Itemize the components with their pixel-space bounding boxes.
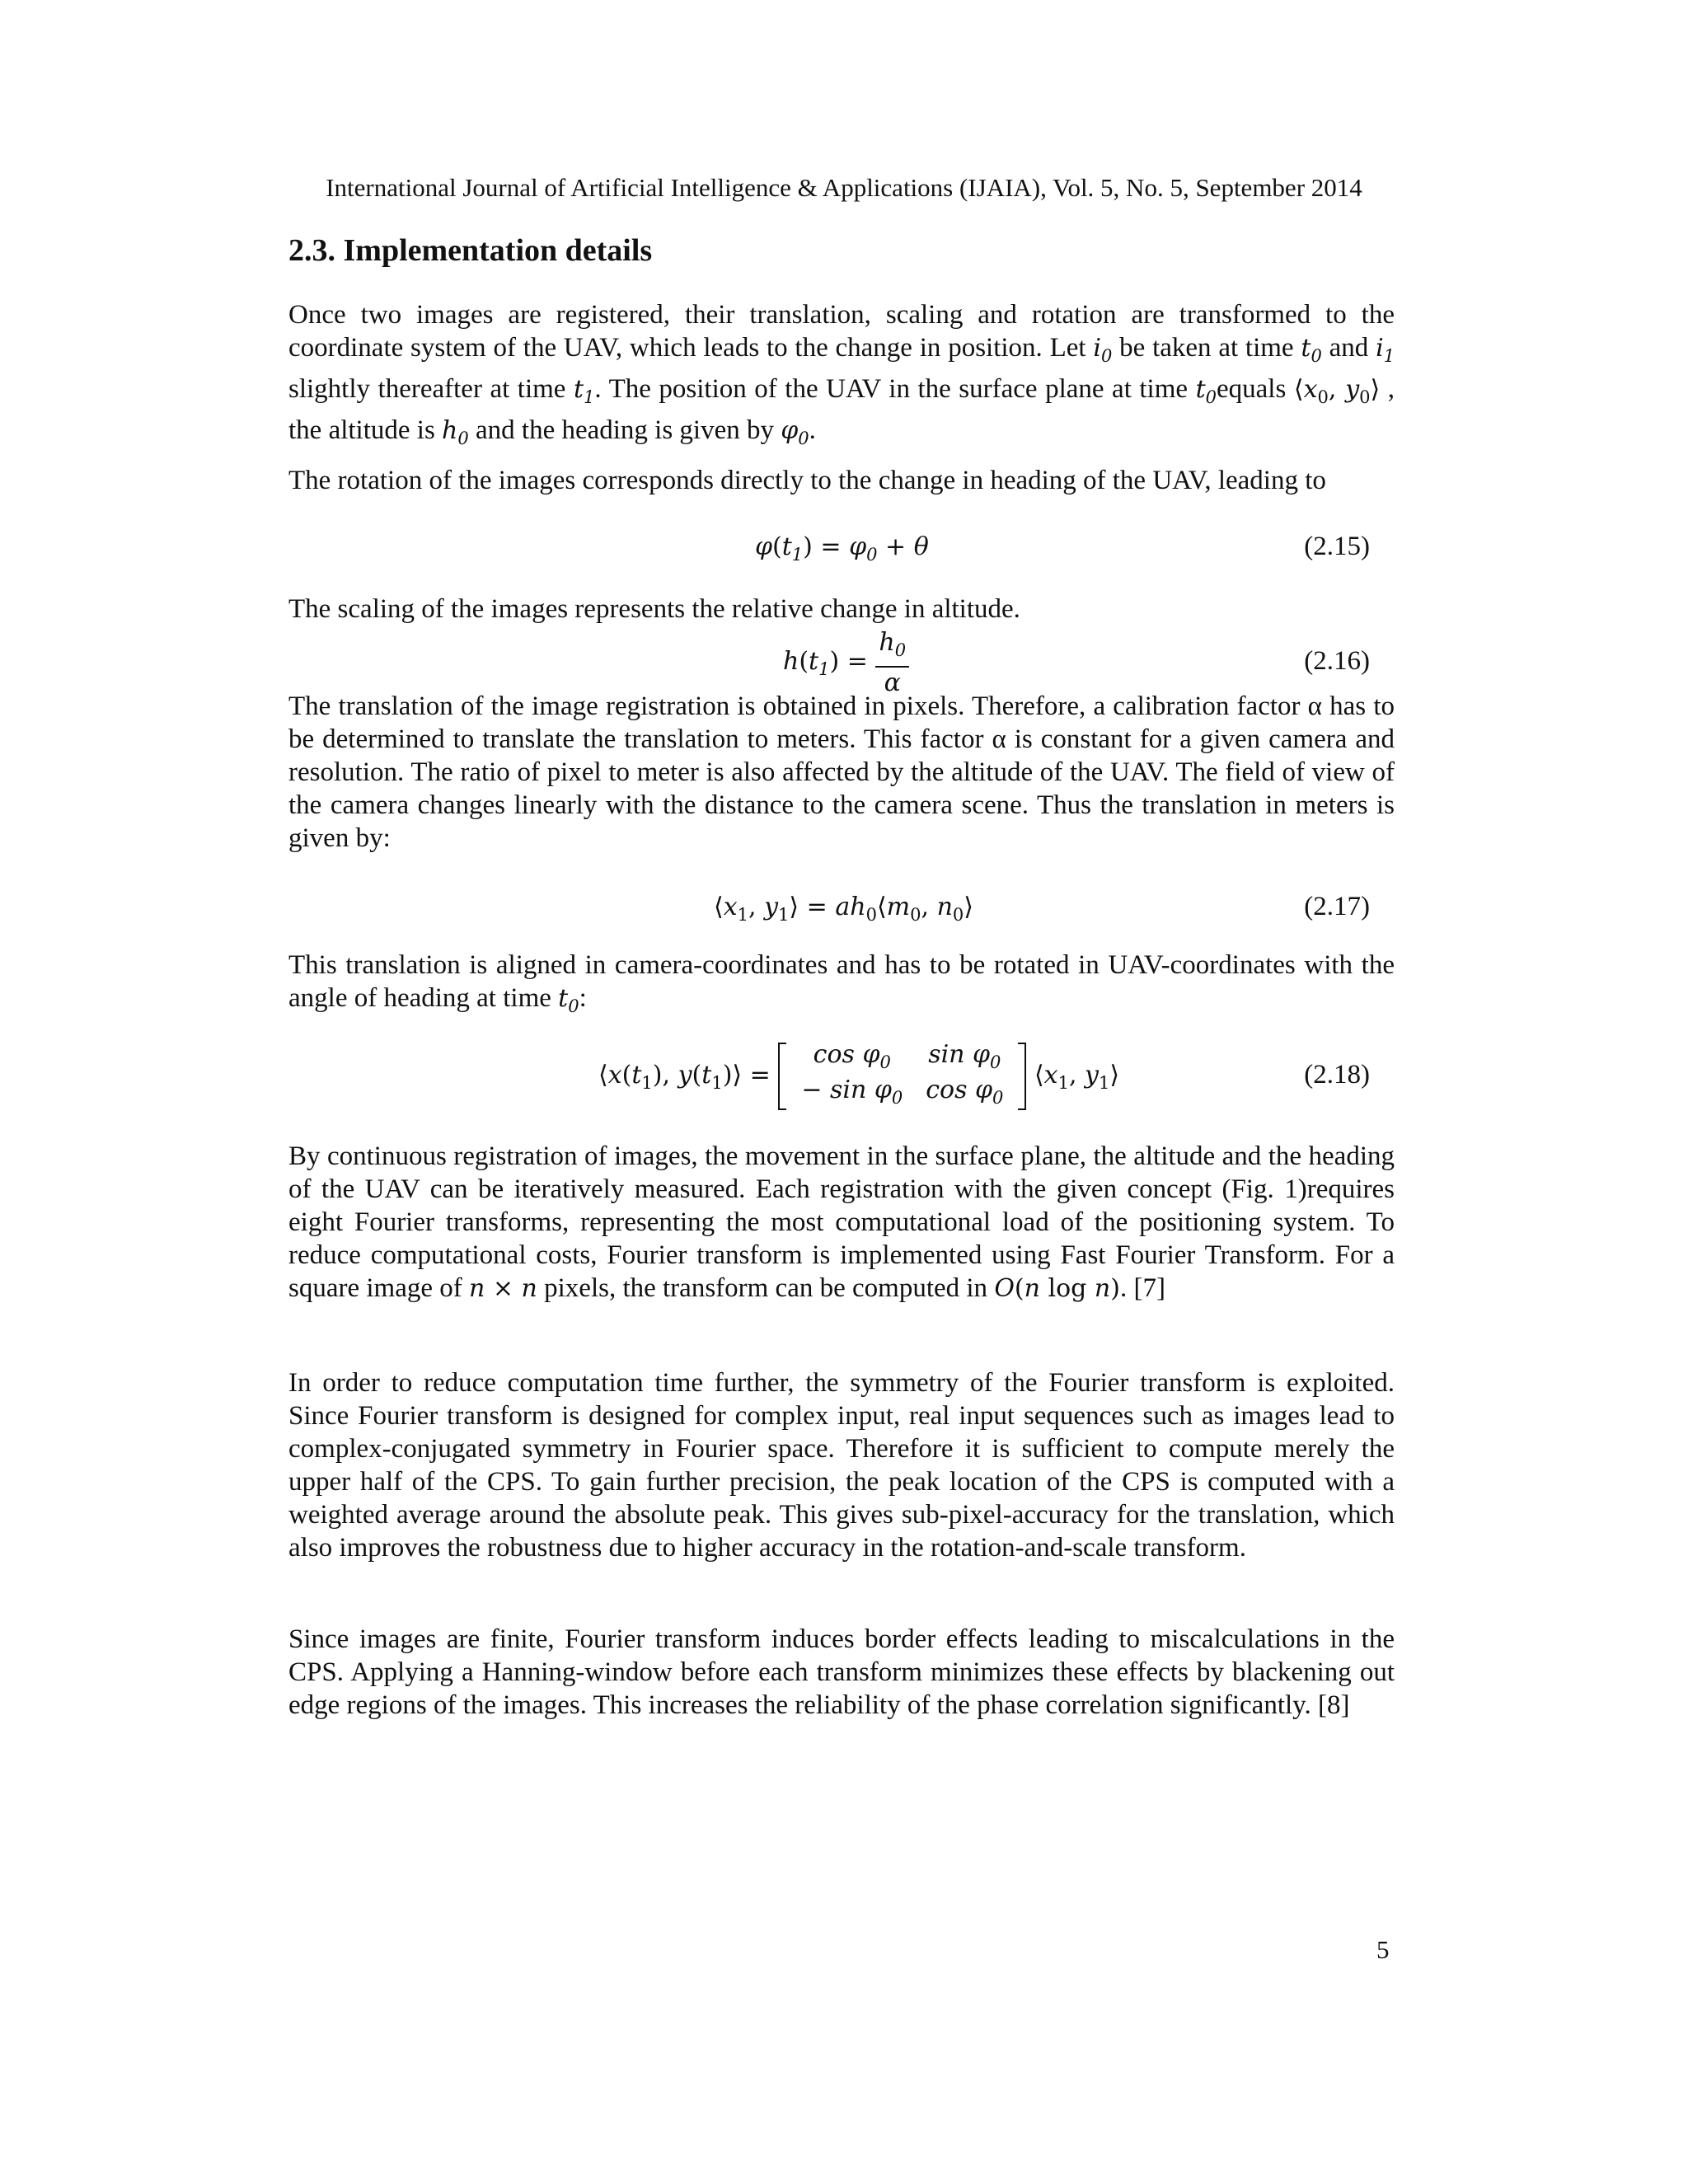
equation-number: (2.15) <box>1304 532 1370 561</box>
paragraph-intro: Once two images are registered, their translation, scaling and rotation are transformed to the coordinate system of the UAV, which leads to the change in position. Let $i_0$ be taken at time $t_0$ and $i_1$ slightly thereafter at time $t_1$. The position of the UAV in the surface plane at time $t_0equals$ $⟨x_0$, $y_0⟩$ , the altitude is $h_0$ and the heading is given by $\varphi_0$. <box>288 300 1395 448</box>
equation-2-16: $h(t_1)$ = $\frac{h_0}{\alpha}$ (2.16) <box>288 625 1395 697</box>
paragraph-hanning-window: Since images are finite, Fourier transform induces border effects leading to miscalculations in the CPS. Applying a Hanning-window before each transform minimizes these effects by blackening out edge regions of the images. This increases the reliability of the phase correlation significantly. [8] <box>288 1624 1395 1720</box>
paragraph-scaling: The scaling of the images represents the relative change in altitude. <box>288 594 1020 624</box>
equation-2-18: $⟨x(t_1)$, $y(t_1)⟩$ = $\cos \varphi_0$ $\sin \varphi_0$ − $\sin \varphi_0$ $\cos \varphi_0$ $⟨x_1$, $y_1⟩$ (2.18) <box>288 1040 1395 1109</box>
paragraph-camera-coordinates: This translation is aligned in camera-coordinates and has to be rotated in UAV-coordinates with the angle of heading at time $t_0$: <box>288 950 1395 1016</box>
equation-2-15: $\varphi(t_1) = \varphi_0 + \theta$ (2.15) <box>288 522 1395 571</box>
rotation-matrix: $\cos \varphi_0$ $\sin \varphi_0$ − $\sin \varphi_0$ $\cos \varphi_0$ <box>778 1041 1026 1112</box>
paragraph-rotation: The rotation of the images corresponds directly to the change in heading of the UAV, leading to <box>288 466 1326 495</box>
equation-number: (2.17) <box>1304 892 1370 921</box>
section-heading: 2.3. Implementation details <box>288 233 653 268</box>
journal-header: International Journal of Artificial Intelligence & Applications (IJAIA), Vol. 5, No. 5, September 2014 <box>326 173 1362 202</box>
paragraph-translation: The translation of the image registration is obtained in pixels. Therefore, a calibration factor α has to be determined to translate the translation to meters. This factor α is constant for a given camera and resolution. The ratio of pixel to meter is also affected by the altitude of the UAV. The field of view of the camera changes linearly with the distance to the camera scene. Thus the translation in meters is given by: <box>288 691 1395 853</box>
paragraph-continuous-registration: By continuous registration of images, the movement in the surface plane, the altitude and the heading of the UAV can be iteratively measured. Each registration with the given concept (Fig. 1)requires eight Fourier transforms, representing the most computational load of the positioning system. To reduce computational costs, Fourier transform is implemented using Fast Fourier Transform. For a square image of n × n pixels, the transform can be computed in O(n log n). [7] <box>288 1141 1395 1303</box>
equation-2-17: $⟨x_1$, $y_1⟩$ = $ah_0⟨m_0$, $n_0⟩$ (2.17) <box>288 882 1395 931</box>
equation-number: (2.18) <box>1304 1060 1370 1090</box>
page-number: 5 <box>1376 1935 1390 1964</box>
equation-number: (2.16) <box>1304 646 1370 676</box>
paragraph-symmetry: In order to reduce computation time further, the symmetry of the Fourier transform is exploited. Since Fourier transform is designed for complex input, real input sequences such as images lead to complex-conjugated symmetry in Fourier space. Therefore it is sufficient to compute merely the upper half of the CPS. To gain further precision, the peak location of the CPS is computed with a weighted average around the absolute peak. This gives sub-pixel-accuracy for the translation, which also improves the robustness due to higher accuracy in the rotation-and-scale transform. <box>288 1368 1395 1563</box>
